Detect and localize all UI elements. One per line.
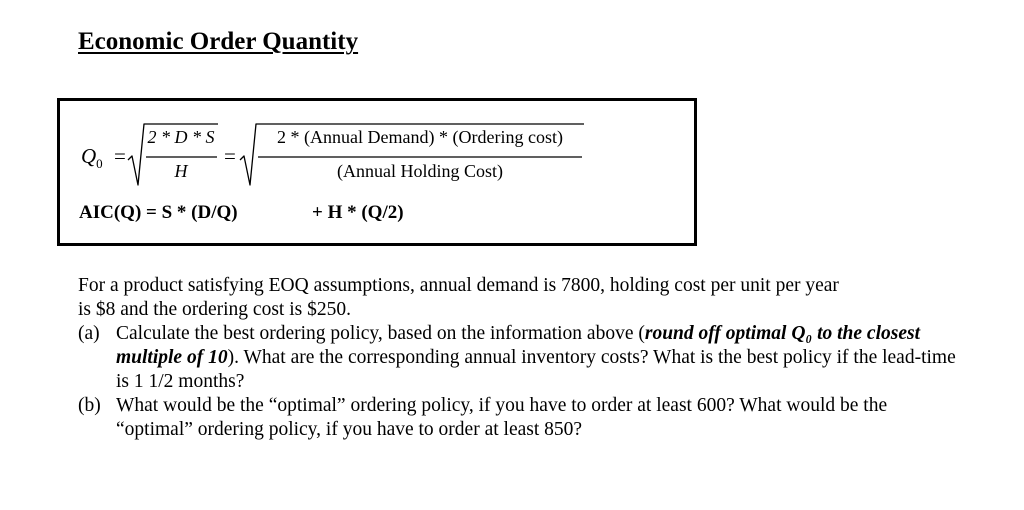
question-item-b xyxy=(78,394,956,442)
page-title: Economic Order Quantity xyxy=(78,28,359,55)
question-marker-b: (b) xyxy=(78,395,101,416)
question-a-text-after: ). What are the corresponding annual inventory costs? What is the best policy if the lead-time is 1 1/2 months? xyxy=(116,347,956,392)
question-item-a xyxy=(78,322,956,394)
equals-sign-1: = xyxy=(114,144,126,168)
eoq-symbol-letter: Q xyxy=(81,144,97,168)
problem-intro-line-2: is $8 and the ordering cost is $250. xyxy=(78,299,351,320)
aic-formula-part-2: + H * (Q/2) xyxy=(312,202,404,223)
fraction-1-numerator: 2 * D * S xyxy=(147,127,215,147)
fraction-2-numerator: 2 * (Annual Demand) * (Ordering cost) xyxy=(277,127,563,147)
fraction-2-denominator: (Annual Holding Cost) xyxy=(337,161,503,181)
question-marker-a: (a) xyxy=(78,323,100,344)
question-a-emphasis: round off optimal Q₀ to the closest multiple of 10 xyxy=(116,323,920,368)
equals-sign-2: = xyxy=(224,144,236,168)
problem-intro-line-1: For a product satisfying EOQ assumptions, annual demand is 7800, holding cost per unit per year xyxy=(78,275,839,296)
problem-statement xyxy=(78,274,956,442)
question-b-text: What would be the “optimal” ordering policy, if you have to order at least 600? What would be the “optimal” ordering policy, if you have to order at least 850? xyxy=(116,395,888,440)
question-a-text-before: Calculate the best ordering policy, based on the information above ( xyxy=(116,323,645,344)
formula-box xyxy=(57,98,697,246)
fraction-1-denominator: H xyxy=(174,161,188,181)
eoq-symbol-subscript: 0 xyxy=(96,156,103,172)
aic-formula-part-1: AIC(Q) = S * (D/Q) xyxy=(79,202,238,223)
